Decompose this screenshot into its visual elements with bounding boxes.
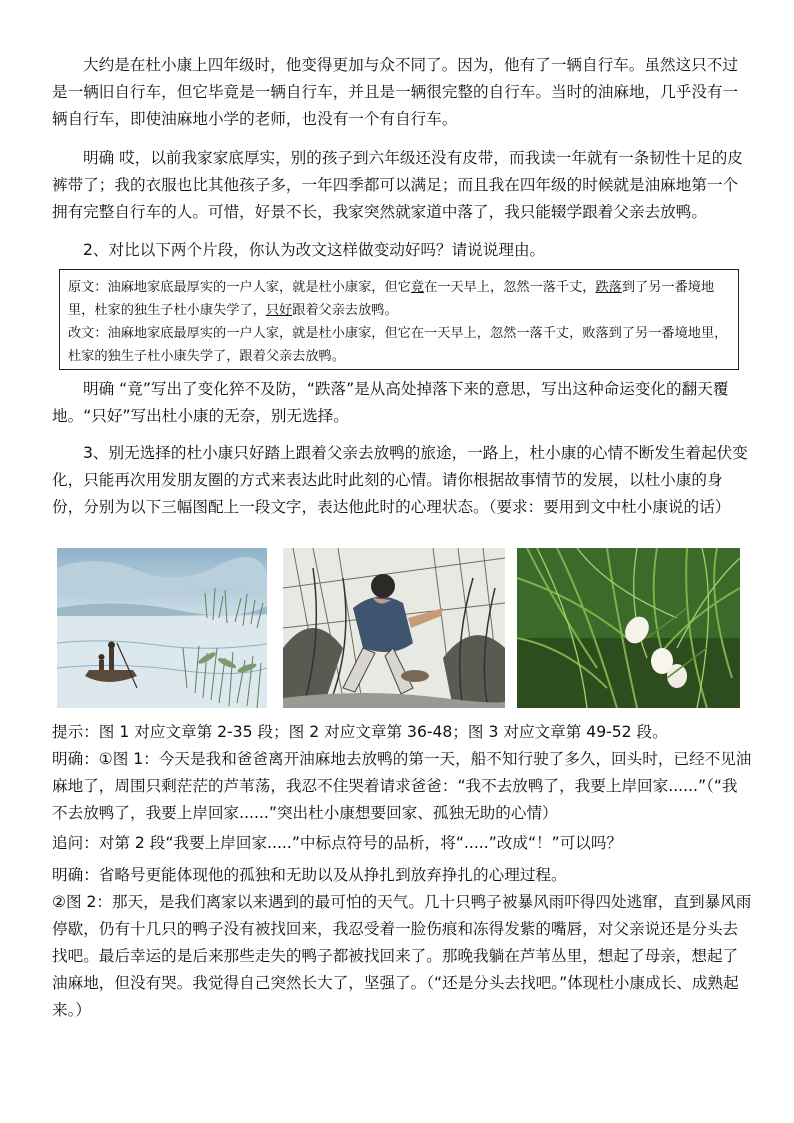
answer-3-figure-1: 明确：①图 1：今天是我和爸爸离开油麻地去放鸭的第一天，船不知行驶了多久，回头时，已经不见油麻地了，周围只剩茫茫的芦苇荡，我忍不住哭着请求爸爸：“我不去放鸭了，我要上岸回家......”（“我不去放鸭了，我要上岸回家......”突出杜小康想要回家、孤独无助的心情） [52, 750, 752, 822]
comparison-box [59, 269, 739, 370]
revised-text: 改文：油麻地家底最厚实的一户人家，就是杜小康家，但它在一天早上，忽然一落千丈，败落到了另一番境地里，杜家的独生子杜小康失学了，跟着父亲去放鸭。 [68, 326, 728, 364]
underlined-jing: 竟 [410, 280, 425, 295]
question-3: 3、别无选择的杜小康只好踏上跟着父亲去放鸭的旅途，一路上，杜小康的心情不断发生着起伏变化，只能再次用发朋友圈的方式来表达此时此刻的心情。请你根据故事情节的发展，以杜小康的身份，分别为以下三幅图配上一段文字，表达他此时的心理状态。（要求：要用到文中杜小康说的话） [52, 444, 748, 516]
illustration-boy-in-storm [283, 548, 505, 708]
underlined-dieluo: 跌落 [595, 280, 622, 295]
answer-2-paragraph: 明确 “竟”写出了变化猝不及防，“跌落”是从高处掉落下来的意思，写出这种命运变化的翻天覆地。“只好”写出杜小康的无奈，别无选择。 [52, 380, 729, 425]
hint-line: 提示：图 1 对应文章第 2-35 段；图 2 对应文章第 36-48；图 3 对应文章第 49-52 段。 [52, 723, 668, 741]
underlined-zhihao: 只好 [265, 303, 293, 318]
original-text: 原文：油麻地家底最厚实的一户人家，就是杜小康家，但它竟在一天早上，忽然一落千丈，跌落到了另一番境地里，杜家的独生子杜小康失学了，只好跟着父亲去放鸭。 [68, 280, 715, 318]
photo-duck-eggs-in-grass [517, 548, 740, 708]
follow-up-question: 追问：对第 2 段“我要上岸回家.....”中标点符号的品析，将“.....”改成“！”可以吗？ [52, 834, 623, 852]
question-2: 2、对比以下两个片段，你认为改文这样做变动好吗？请说说理由。 [83, 241, 546, 259]
answer-3-figure-2: ②图 2：那天，是我们离家以来遇到的最可怕的天气。几十只鸭子被暴风雨吓得四处逃窜，直到暴风雨停歇，仍有十几只的鸭子没有被找回来，我忍受着一脸伤痕和冻得发紫的嘴唇，对父亲说还是分头去找吧。最后幸运的是后来那些走失的鸭子都被找回来了。那晚我躺在芦苇丛里，想起了母亲，想起了油麻地，但没有哭。我觉得自己突然长大了，坚强了。（“还是分头去找吧。”体现杜小康成长、成熟起来。） [52, 893, 752, 1019]
answer-1-paragraph: 明确 哎，以前我家家底厚实，别的孩子到六年级还没有皮带，而我读一年就有一条韧性十足的皮裤带了；我的衣服也比其他孩子多，一年四季都可以满足；而且我在四年级的时候就是油麻地第一个拥有完整自行车的人。可惜，好景不长，我家突然就家道中落了，我只能辍学跟着父亲去放鸭。 [52, 149, 743, 221]
illustration-boat-on-lake [57, 548, 267, 708]
intro-paragraph: 大约是在杜小康上四年级时，他变得更加与众不同了。因为，他有了一辆自行车。虽然这只不过是一辆旧自行车，但它毕竟是一辆自行车，并且是一辆很完整的自行车。当时的油麻地，几乎没有一辆自行车，即使油麻地小学的老师，也没有一个有自行车。 [52, 56, 739, 128]
follow-up-answer: 明确：省略号更能体现他的孤独和无助以及从挣扎到放弃挣扎的心理过程。 [52, 866, 567, 884]
